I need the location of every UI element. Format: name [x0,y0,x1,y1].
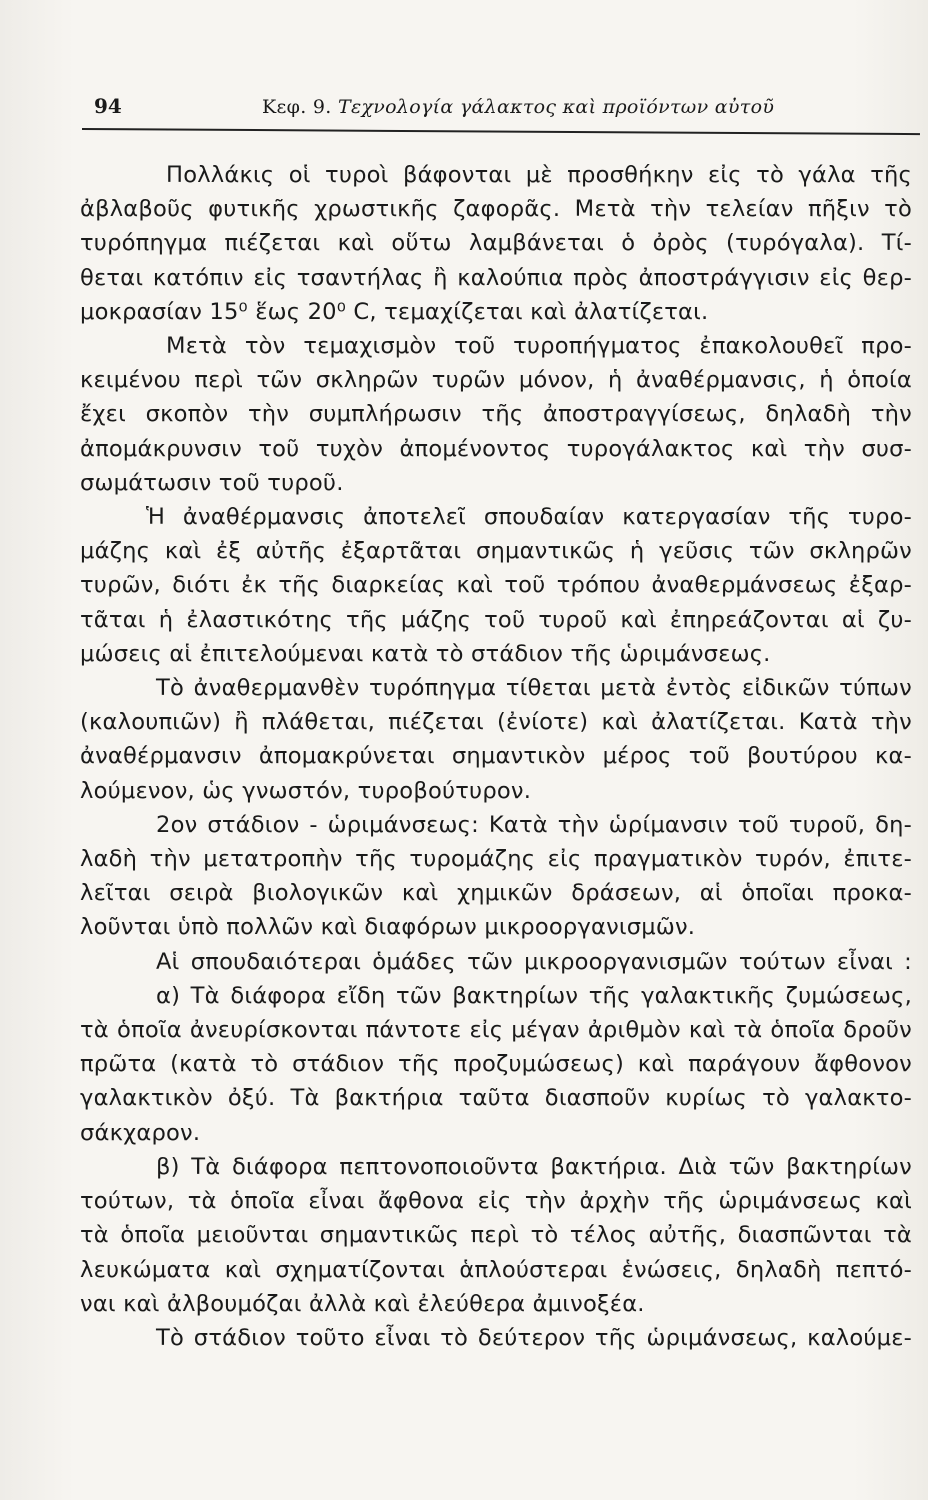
chapter-label: Κεφ. 9. [262,96,332,118]
page-header [82,92,912,132]
text-line: τᾶται ἡ ἐλαστικότης τῆς μάζης τοῦ τυροῦ καὶ ἐπηρεάζονται αἱ ζυ- [80,606,912,633]
text-line: μώσεις αἱ ἐπιτελούμεναι κατὰ τὸ στάδιον τῆς ὡριμάνσεως. [80,640,771,667]
text-line: Τὸ ἀναθερμανθὲν τυρόπηγμα τίθεται μετὰ ἐντὸς εἰδικῶν τύπων [156,675,912,702]
text-line: τούτων, τὰ ὁποῖα εἶναι ἄφθονα εἰς τὴν ἀρχὴν τῆς ὡριμάνσεως καὶ [80,1188,912,1215]
text-line: πρῶτα (κατὰ τὸ στάδιον τῆς προζυμώσεως) καὶ παράγουν ἄφθονον [80,1051,912,1078]
body-text [80,158,912,1355]
text-line: Μετὰ τὸν τεμαχισμὸν τοῦ τυροπήγματος ἐπακολουθεῖ προ- [166,333,912,360]
text-line: Αἱ σπουδαιότεραι ὁμάδες τῶν μικροοργανισμῶν τούτων εἶναι : [156,948,912,975]
text-line: λούμενον, ὡς γνωστόν, τυροβούτυρον. [80,777,532,804]
text-line: κειμένου περὶ τῶν σκληρῶν τυρῶν μόνον, ἡ ἀναθέρμανσις, ἡ ὁποία [80,367,912,394]
text-line: μοκρασίαν 15⁰ ἕως 20⁰ C, τεμαχίζεται καὶ ἀλατίζεται. [80,298,709,325]
chapter-title: Τεχνολογία γάλακτος καὶ προϊόντων αὐτοῦ [338,96,775,118]
running-head [262,96,774,118]
header-rule [82,128,920,135]
text-line: μάζης καὶ ἐξ αὐτῆς ἐξαρτᾶται σημαντικῶς ἡ γεῦσις τῶν σκληρῶν [80,538,912,565]
text-line: τὰ ὁποῖα μειοῦνται σημαντικῶς περὶ τὸ τέλος αὐτῆς, διασπῶνται τὰ [80,1222,912,1249]
text-line: Πολλάκις οἱ τυροὶ βάφονται μὲ προσθήκην εἰς τὸ γάλα τῆς [166,162,912,188]
text-line: (καλουπιῶν) ἢ πλάθεται, πιέζεται (ἐνίοτε) καὶ ἀλατίζεται. Κατὰ τὴν [80,709,912,736]
text-line: ἀναθέρμανσιν ἀπομακρύνεται σημαντικὸν μέρος τοῦ βουτύρου κα- [80,743,912,770]
text-line: γαλακτικὸν ὀξύ. Τὰ βακτήρια ταῦτα διασποῦν κυρίως τὸ γαλακτο- [80,1085,912,1112]
text-line: λοῦνται ὑπὸ πολλῶν καὶ διαφόρων μικροοργανισμῶν. [80,914,696,941]
text-line: σάκχαρον. [80,1119,201,1146]
text-line: τὰ ὁποῖα ἀνευρίσκονται πάντοτε εἰς μέγαν ἀριθμὸν καὶ τὰ ὁποῖα δροῦν [80,1017,912,1044]
text-line: λαδὴ τὴν μετατροπὴν τῆς τυρομάζης εἰς πραγματικὸν τυρόν, ἐπιτε- [80,846,912,873]
text-line: λευκώματα καὶ σχηματίζονται ἁπλούστεραι ἑνώσεις, δηλαδὴ πεπτό- [80,1256,912,1283]
text-line: Τὸ στάδιον τοῦτο εἶναι τὸ δεύτερον τῆς ὡριμάνσεως, καλούμε- [156,1324,912,1351]
text-line: τυρῶν, διότι ἐκ τῆς διαρκείας καὶ τοῦ τρόπου ἀναθερμάνσεως ἐξαρ- [80,572,912,599]
text-line: ἀπομάκρυνσιν τοῦ τυχὸν ἀπομένοντος τυρογάλακτος καὶ τὴν συσ- [80,435,912,462]
text-line: β) Τὰ διάφορα πεπτονοποιοῦντα βακτήρια. Διὰ τῶν βακτηρίων [156,1153,912,1180]
page-number: 94 [94,94,122,118]
text-line: ἀβλαβοῦς φυτικῆς χρωστικῆς ζαφορᾶς. Μετὰ τὴν τελείαν πῆξιν τὸ [80,196,912,223]
text-line: τυρόπηγμα πιέζεται καὶ οὕτω λαμβάνεται ὁ ὀρὸς (τυρόγαλα). Τί- [80,230,912,257]
text-line: Ἡ ἀναθέρμανσις ἀποτελεῖ σπουδαίαν κατεργασίαν τῆς τυρο- [146,504,912,531]
text-line: ἔχει σκοπὸν τὴν συμπλήρωσιν τῆς ἀποστραγγίσεως, δηλαδὴ τὴν [80,401,912,428]
text-line: ναι καὶ ἀλβουμόζαι ἀλλὰ καὶ ἐλεύθερα ἀμινοξέα. [80,1290,645,1317]
text-line: σωμάτωσιν τοῦ τυροῦ. [80,469,344,496]
text-line: 2ον στάδιον - ὡριμάνσεως: Κατὰ τὴν ὡρίμανσιν τοῦ τυροῦ, δη- [156,811,912,838]
text-line: θεται κατόπιν εἰς τσαντήλας ἢ καλούπια πρὸς ἀποστράγγισιν εἰς θερ- [80,264,912,291]
text-line: α) Τὰ διάφορα εἴδη τῶν βακτηρίων τῆς γαλακτικῆς ζυμώσεως, [156,982,912,1009]
text-line: λεῖται σειρὰ βιολογικῶν καὶ χημικῶν δράσεων, αἱ ὁποῖαι προκα- [80,880,912,907]
